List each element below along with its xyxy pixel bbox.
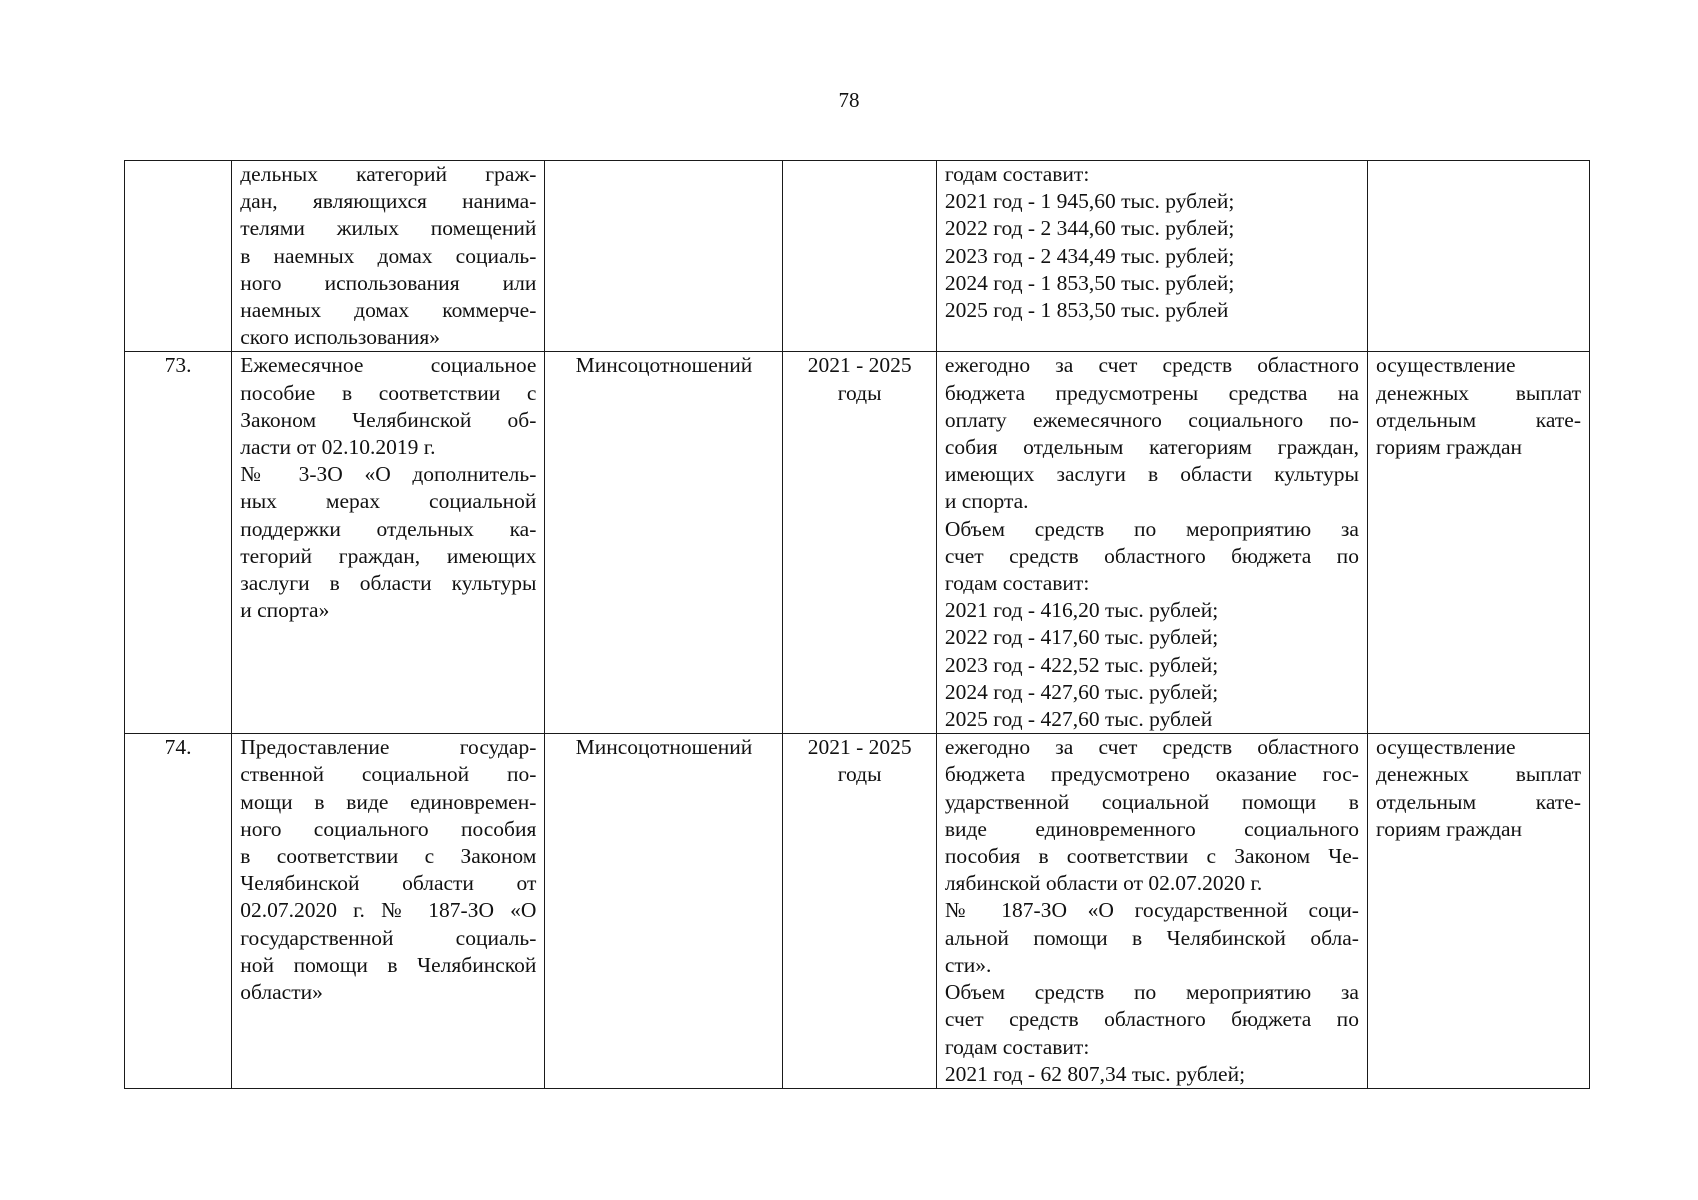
expected-result-line: денежных выплат <box>1375 762 1581 787</box>
period-line: годы <box>837 380 882 405</box>
measure-name-line: телями жилых помещений <box>240 216 537 241</box>
measure-name-line: дан, являющихся нанима- <box>240 189 537 214</box>
table-row <box>125 352 1590 734</box>
funding-description-line: 2025 год - 427,60 тыс. рублей <box>944 707 1213 732</box>
funding-description-line: Объем средств по мероприятию за <box>944 516 1359 541</box>
funding-description-line: ежегодно за счет средств областного <box>944 353 1359 378</box>
funding-description-line: годам составит: <box>944 1034 1090 1059</box>
period-line: годы <box>837 762 882 787</box>
row-number: 74. <box>125 734 232 1089</box>
measure-name-line: и спорта» <box>240 598 330 623</box>
table-row <box>125 161 1590 352</box>
measure-name-line: дельных категорий граж- <box>240 162 537 186</box>
measure-name-line: пособие в соответствии с <box>240 380 537 405</box>
expected-result-line: осуществление <box>1375 735 1516 760</box>
row-number <box>125 161 232 352</box>
funding-description-line: 2025 год - 1 853,50 тыс. рублей <box>944 298 1229 323</box>
funding-description-line: счет средств областного бюджета по <box>944 543 1359 568</box>
funding-description-line: 2021 год - 1 945,60 тыс. рублей; <box>944 189 1235 214</box>
expected-result <box>1367 161 1589 352</box>
measure-name <box>232 734 545 1089</box>
funding-description <box>936 161 1367 352</box>
measure-name-line: Предоставление государ- <box>240 735 537 760</box>
measure-name-line: Челябинской области от <box>240 871 537 896</box>
expected-result-line: гориям граждан <box>1375 816 1523 841</box>
funding-description <box>936 734 1367 1089</box>
expected-result <box>1367 352 1589 734</box>
funding-description-line: Объем средств по мероприятию за <box>944 980 1359 1005</box>
period <box>783 734 936 1089</box>
period-line: 2021 - 2025 <box>807 353 912 378</box>
measure-name-line: Законом Челябинской об- <box>240 407 537 432</box>
funding-description-line: оплату ежемесячного социального по- <box>944 407 1359 432</box>
measure-name-line: № 3-ЗО «О дополнитель- <box>240 462 537 487</box>
executor: Минсоцотношений <box>545 352 783 734</box>
page-number: 78 <box>838 88 860 112</box>
table-row <box>125 734 1590 1089</box>
funding-description-line: виде единовременного социального <box>944 816 1359 841</box>
measure-name <box>232 161 545 352</box>
funding-description-line: ударственной социальной помощи в <box>944 789 1359 814</box>
funding-description-line: лябинской области от 02.07.2020 г. <box>944 871 1263 896</box>
funding-description-line: имеющих заслуги в области культуры <box>944 462 1359 487</box>
expected-result <box>1367 734 1589 1089</box>
expected-result-line: осуществление <box>1375 353 1516 378</box>
funding-description-line: 2023 год - 422,52 тыс. рублей; <box>944 652 1219 677</box>
measure-name-line: области» <box>240 980 323 1005</box>
funding-description-line: сти». <box>944 952 992 977</box>
measure-name-line: поддержки отдельных ка- <box>240 516 537 541</box>
funding-description-line: и спорта. <box>944 489 1029 514</box>
measure-name-line: 02.07.2020 г. № 187-ЗО «О <box>240 898 537 923</box>
measure-name-line: заслуги в области культуры <box>240 571 537 596</box>
measure-name-line: ласти от 02.10.2019 г. <box>240 435 436 460</box>
funding-description <box>936 352 1367 734</box>
measure-name-line: в соответствии с Законом <box>240 844 537 869</box>
expected-result-line: денежных выплат <box>1375 380 1581 405</box>
funding-description-line: 2024 год - 1 853,50 тыс. рублей; <box>944 270 1235 295</box>
measure-name-line: Ежемесячное социальное <box>240 353 537 378</box>
measure-name <box>232 352 545 734</box>
funding-description-line: 2022 год - 2 344,60 тыс. рублей; <box>944 216 1235 241</box>
funding-description-line: годам составит: <box>944 571 1090 596</box>
measure-name-line: ского использования» <box>240 325 441 350</box>
executor <box>545 161 783 352</box>
funding-description-line: бюджета предусмотрено оказание гос- <box>944 762 1359 787</box>
row-number: 73. <box>125 352 232 734</box>
funding-description-line: бюджета предусмотрены средства на <box>944 380 1359 405</box>
expected-result-line: отдельным кате- <box>1375 407 1581 432</box>
measures-table <box>124 160 1590 1089</box>
funding-description-line: № 187-ЗО «О государственной соци- <box>944 898 1359 923</box>
funding-description-line: пособия в соответствии с Законом Че- <box>944 844 1359 869</box>
funding-description-line: 2022 год - 417,60 тыс. рублей; <box>944 625 1219 650</box>
executor: Минсоцотношений <box>545 734 783 1089</box>
period <box>783 352 936 734</box>
funding-description-line: 2024 год - 427,60 тыс. рублей; <box>944 679 1219 704</box>
period-line: 2021 - 2025 <box>807 735 912 760</box>
measure-name-line: мощи в виде единовремен- <box>240 789 537 814</box>
funding-description-line: 2023 год - 2 434,49 тыс. рублей; <box>944 243 1235 268</box>
expected-result-line: гориям граждан <box>1375 435 1523 460</box>
measure-name-line: ного социального пособия <box>240 816 537 841</box>
funding-description-line: 2021 год - 416,20 тыс. рублей; <box>944 598 1219 623</box>
measure-name-line: в наемных домах социаль- <box>240 243 537 268</box>
funding-description-line: годам составит: <box>944 162 1090 186</box>
measure-name-line: государственной социаль- <box>240 925 537 950</box>
measure-name-line: ной помощи в Челябинской <box>240 952 537 977</box>
funding-description-line: 2021 год - 62 807,34 тыс. рублей; <box>944 1061 1246 1086</box>
table-body <box>125 161 1590 1089</box>
measure-name-line: ных мерах социальной <box>240 489 537 514</box>
funding-description-line: ежегодно за счет средств областного <box>944 735 1359 760</box>
measure-name-line: ственной социальной по- <box>240 762 537 787</box>
funding-description-line: альной помощи в Челябинской обла- <box>944 925 1359 950</box>
expected-result-line: отдельным кате- <box>1375 789 1581 814</box>
measure-name-line: наемных домах коммерче- <box>240 298 537 323</box>
period <box>783 161 936 352</box>
measure-name-line: тегорий граждан, имеющих <box>240 543 537 568</box>
funding-description-line: собия отдельным категориям граждан, <box>944 435 1359 460</box>
funding-description-line: счет средств областного бюджета по <box>944 1007 1359 1032</box>
measure-name-line: ного использования или <box>240 270 537 295</box>
